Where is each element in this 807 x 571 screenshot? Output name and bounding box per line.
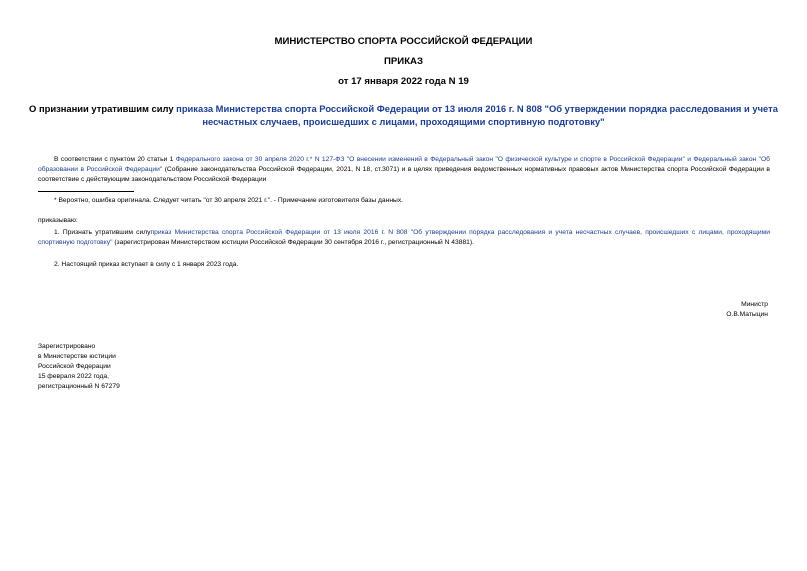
item-1-prefix: 1. Признать утратившим силу [54,229,151,236]
registration-line-3: Российской Федерации [38,363,111,370]
order-word: приказываю: [38,217,78,224]
registration-line-1: Зарегистрировано [38,343,96,350]
doc-type-heading: ПРИКАЗ [384,56,423,67]
registration-line-4: 15 февраля 2022 года, [38,373,109,380]
federal-law-link[interactable]: Федерального закона от 30 апреля 2020 г.* N 127-ФЗ "О внесении изменений в Федеральный закон "О физической культуре и спорте в Российской Федерации" и Федеральный закон "Об образовании в Российской Федерации" [38,156,770,173]
item-1-suffix: (зарегистрирован Министерством юстиции Российской Федерации 30 сентября 2016 г., регистрационный N 43881). [112,239,474,246]
ministry-heading: МИНИСТЕРСТВО СПОРТА РОССИЙСКОЙ ФЕДЕРАЦИИ [274,36,533,47]
date-number: от 17 января 2022 года N 19 [338,76,469,87]
registration-line-2: в Министерстве юстиции [38,353,116,360]
document-title [0,102,807,115]
footnote-text: * Вероятно, ошибка оригинала. Следует читать "от 30 апреля 2021 г.". - Примечание изготовителя базы данных. [54,197,404,204]
signature-position: Министр [741,301,768,308]
preamble-text-1: В соответствии с пунктом 20 статьи 1 [54,156,176,163]
document-title-line2 [0,115,807,128]
title-prefix: О признании утратившим силу [29,103,177,114]
footnote-divider [38,191,134,192]
title-link-line2[interactable]: несчастных случаев, происшедших с лицами, проходящими спортивную подготовку" [202,116,605,127]
registration-block [38,342,120,392]
item-1-paragraph [38,228,770,248]
preamble-paragraph [38,155,770,185]
title-link-line1[interactable]: приказа Министерства спорта Российской Федерации от 13 июля 2016 г. N 808 "Об утверждении порядка расследования и учета [176,103,778,114]
preamble-text-2: (Собрание законодательства Российской Федерации, 2021, N 18, ст.3071) и в целях приведения ведомственных нормативных правовых актов Министерства спорта Российской Федерации в соответствие с действующим законодательством Российской Федерации [38,166,770,183]
revoked-order-link[interactable]: приказ Министерства спорта Российской Федерации от 13 июля 2016 г. N 808 "Об утверждении порядка расследования и учета несчастных случаев, происшедших с лицами, проходящими спортивную подготовку" [38,229,770,246]
registration-line-5: регистрационный N 67279 [38,383,120,390]
signature-name: О.В.Матыцин [726,311,768,318]
item-2-paragraph: 2. Настоящий приказ вступает в силу с 1 января 2023 года. [54,261,239,268]
